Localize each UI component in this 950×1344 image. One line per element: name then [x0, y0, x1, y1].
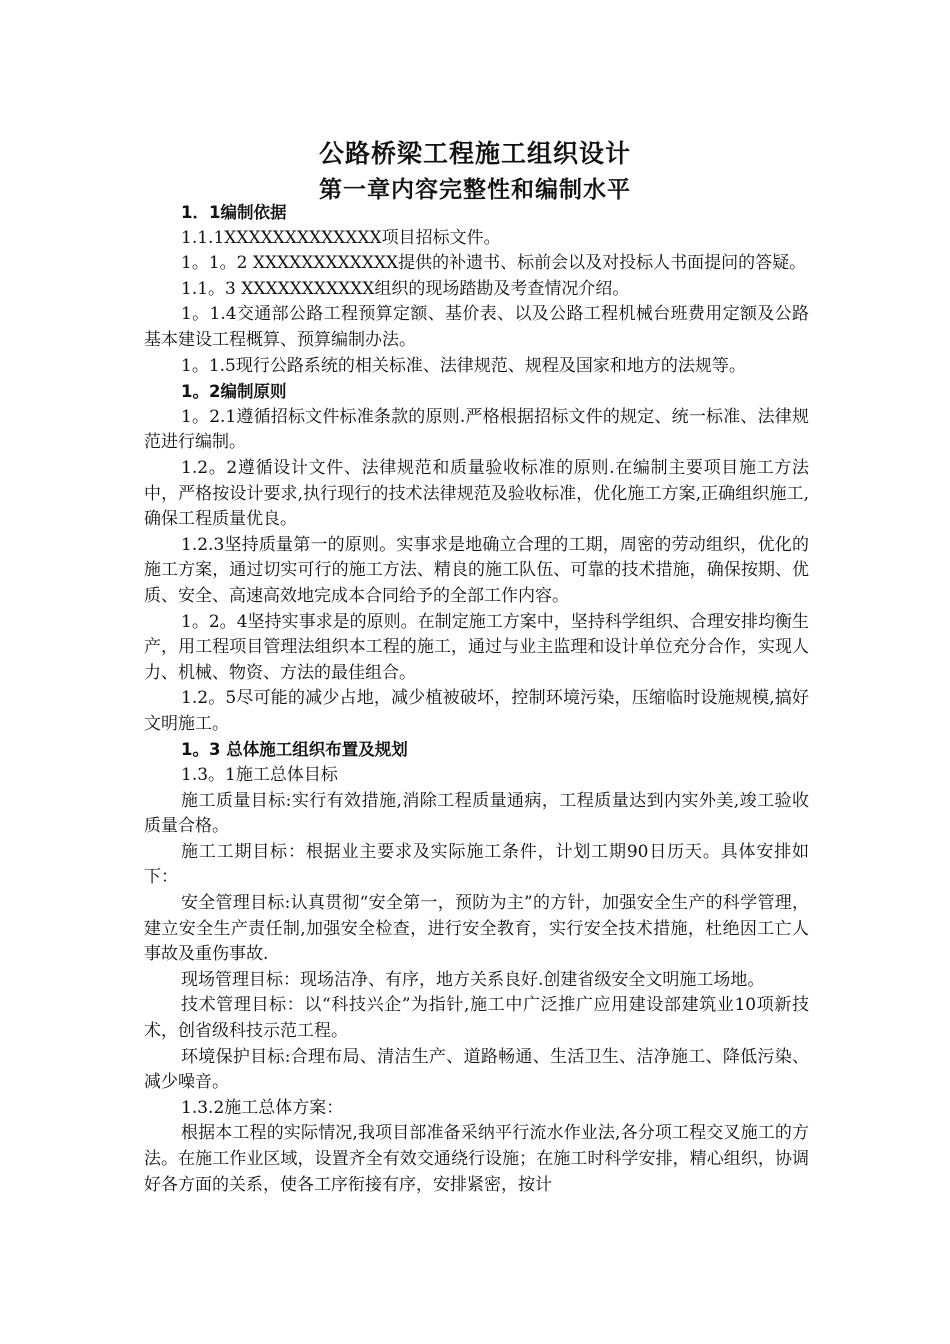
paragraph: 1。2。4坚持实事求是的原则。在制定施工方案中，坚持科学组织、合理安排均衡生产，用工程项目管理法组织本工程的施工，通过与业主监理和设计单位充分合作，实现人力、机械、物资、方法的最佳组合。	[144, 611, 809, 683]
paragraph: 施工质量目标:实行有效措施,消除工程质量通病，工程质量达到内实外美,竣工验收质量合格。	[144, 790, 809, 837]
paragraph: 1。2.1遵循招标文件标准条款的原则.严格根据招标文件的规定、统一标准、法律规范进行编制。	[144, 406, 809, 453]
paragraph: 1。1.4交通部公路工程预算定额、基价表、以及公路工程机械台班费用定额及公路基本建设工程概算、预算编制办法。	[144, 304, 809, 350]
paragraph: 1.3.2施工总体方案：	[181, 1097, 344, 1118]
section-heading: 1。2编制原则	[181, 382, 287, 402]
paragraph: 施工工期目标：根据业主要求及实际施工条件，计划工期90日历天。具体安排如下：	[144, 841, 809, 888]
paragraph: 1.2。5尽可能的减少占地，减少植被破坏，控制环境污染，压缩临时设施规模,搞好文明施工。	[144, 688, 809, 734]
paragraph: 1.1.1XXXXXXXXXXXXX项目招标文件。	[181, 227, 501, 248]
paragraph: 安全管理目标:认真贯彻“安全第一，预防为主”的方针，加强安全生产的科学管理，建立安全生产责任制,加强安全检查，进行安全教育，实行安全技术措施，杜绝因工亡人事故及重伤事故.	[144, 893, 809, 965]
paragraph: 环境保护目标:合理布局、清洁生产、道路畅通、生活卫生、洁净施工、降低污染、减少噪音。	[144, 1046, 809, 1093]
paragraph: 技术管理目标：以“科技兴企”为指针,施工中广泛推广应用建设部建筑业10项新技术，创省级科技示范工程。	[144, 995, 809, 1041]
paragraph: 1.2。2遵循设计文件、法律规范和质量验收标准的原则.在编制主要项目施工方法中，严格按设计要求,执行现行的技术法律规范及验收标准，优化施工方案,正确组织施工,确保工程质量优良。	[144, 457, 809, 530]
paragraph: 1.2.3坚持质量第一的原则。实事求是地确立合理的工期，周密的劳动组织，优化的施工方案，通过切实可行的施工方法、精良的施工队伍、可靠的技术措施，确保按期、优质、安全、高速高效地完成本合同给予的全部工作内容。	[144, 534, 809, 606]
paragraph: 1.1。3 XXXXXXXXXXX组织的现场踏勘及考查情况介绍。	[181, 278, 630, 299]
paragraph: 1。1。2 XXXXXXXXXXXX提供的补遗书、标前会以及对投标人书面提问的答疑。	[181, 253, 807, 274]
paragraph: 现场管理目标：现场洁净、有序，地方关系良好.创建省级安全文明施工场地。	[181, 969, 765, 990]
section-heading: 1．1编制依据	[181, 203, 287, 222]
paragraph: 1。1.5现行公路系统的相关标准、法律规范、规程及国家和地方的法规等。	[181, 355, 746, 376]
chapter-title: 第一章内容完整性和编制水平	[319, 177, 631, 203]
document-title: 公路桥梁工程施工组织设计	[318, 139, 631, 168]
document-body	[144, 200, 809, 1198]
paragraph: 根据本工程的实际情况,我项目部准备采纳平行流水作业法,各分项工程交叉施工的方法。在施工作业区域，设置齐全有效交通绕行设施；在施工时科学安排，精心组织，协调好各方面的关系，使各工序衔接有序，安排紧密，按计	[144, 1123, 809, 1195]
section-heading: 1。3 总体施工组织布置及规划	[181, 740, 408, 760]
paragraph: 1.3。1施工总体目标	[181, 765, 338, 786]
